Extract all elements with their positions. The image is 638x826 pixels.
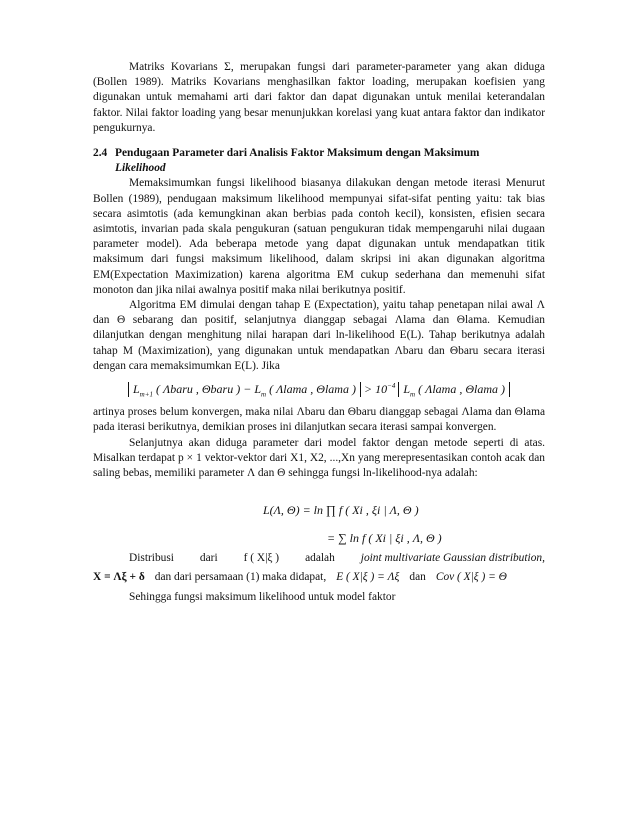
equation-convergence: $L_{m+1}$ ( Λbaru , Θbaru ) − $L_m$ ( Λlama , Θlama ) > $10^{-4}$ $L_m$ ( Λlama , Θlama )	[93, 382, 545, 397]
paragraph-final: Sehingga fungsi maksimum likelihood untuk model faktor	[129, 590, 396, 603]
equation-line-2: = ∑ ln f ( Xi | ξi , Λ, Θ )	[327, 531, 442, 546]
paragraph-parameter: Selanjutnya akan diduga parameter dari model faktor dengan metode seperti di atas. Misalkan terdapat p × 1 vektor-vektor dari X1, X2, ...,Xn yang merepresentasikan contoh acak dan saling bebas, memiliki parameter Λ dan Θ sehingga fungsi ln-likelihood-nya adalah:	[93, 436, 545, 480]
model-line: X = Λξ + δ dan dari persamaan (1) maka didapat, E ( X|ξ ) = Λξ dan Cov ( X|ξ ) = Θ	[93, 571, 507, 584]
equation-loglikelihood	[93, 487, 545, 547]
section-heading	[93, 146, 545, 176]
paragraph-likelihood: Memaksimumkan fungsi likelihood biasanya dilakukan dengan metode iterasi Menurut Bollen (1989), pendugaan maksimum likelihood mempunyai sifat-sifat penting yaitu: tak bias secara asimtotis (ada kemungkinan akan berbias pada contoh kecil), konsisten, efisien secara asimtotis, invarian pada skala pengukuran (satuan pengukuran tidak mempengaruhi nilai dugaan parameter model). Ada beberapa metode yang dapat digunakan untuk mendapatkan titik maksimum dari fungsi maksimum likelihood, dalam skripsi ini akan digunakan algoritma EM(Expectation Maximization) karena algoritma EM cukup sederhana dan memenuhi sifat monoton dan jika nilai awalnya positif maka nilai berikutnya positif.	[93, 177, 545, 296]
paragraph-covariance: Matriks Kovarians Σ, merupakan fungsi dari parameter-parameter yang akan diduga (Bollen 1989). Matriks Kovarians menghasilkan faktor loading, merupakan koefisien yang digunakan untuk memahami arti dari faktor dan dapat digunakan untuk menilai keterandalan faktor. Nilai faktor loading yang besar menunjukkan korelasi yang kuat antara faktor dan indikator pengukurnya.	[93, 61, 545, 134]
paragraph-convergence: artinya proses belum konvergen, maka nilai Λbaru dan Θbaru dianggap sebagai Λlama dan Θlama pada iterasi berikutnya, demikian proses ini dilanjutkan secara iterasi sampai konvergen.	[93, 406, 545, 434]
document-page	[93, 60, 545, 605]
section-subtitle: Likelihood	[115, 162, 166, 175]
section-title: Pendugaan Parameter dari Analisis Faktor Maksimum dengan Maksimum	[115, 147, 480, 160]
abs-right: $L_m$ ( Λlama , Θlama )	[398, 382, 510, 397]
equation-line-1: L(Λ, Θ) = ln ∏ f ( Xi , ξi | Λ, Θ )	[263, 503, 419, 518]
section-number: 2.4	[93, 147, 108, 160]
abs-left: $L_{m+1}$ ( Λbaru , Θbaru ) − $L_m$ ( Λlama , Θlama )	[128, 382, 361, 397]
paragraph-em-algorithm: Algoritma EM dimulai dengan tahap E (Expectation), yaitu tahap penetapan nilai awal Λ dan Θ sebarang dan positif, selanjutnya dianggap sebagai Λlama dan Θlama. Kemudian dilanjutkan dengan menghitung nilai harapan dari ln-likelihood E(L). Tahap berikutnya adalah tahap M (Maximization), yang digunakan untuk mendapatkan Λbaru dan Θbaru secara iterasi dengan cara memaksimumkan E(L). Jika	[93, 299, 545, 372]
distribution-line: Distribusi dari f ( X|ξ ) adalah joint multivariate Gaussian distribution,	[129, 552, 545, 565]
